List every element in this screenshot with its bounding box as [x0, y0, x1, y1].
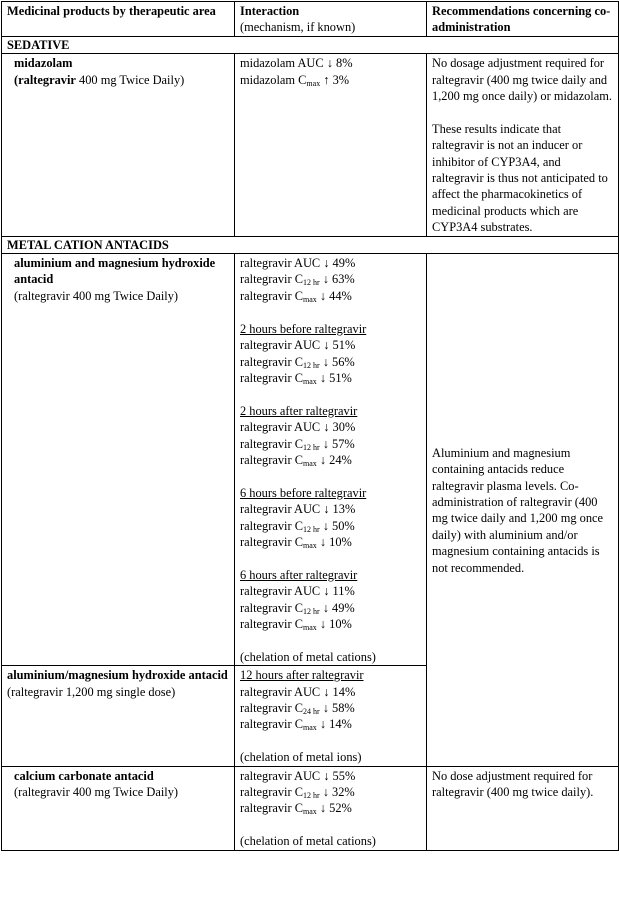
alumag-2h-after-lines	[240, 419, 422, 468]
alumag2-regimen: (raltegravir 1,200 mg single dose)	[7, 684, 176, 699]
midazolam-cmax-label: midazolam C	[240, 72, 307, 87]
midazolam-auc-label: midazolam AUC	[240, 56, 327, 71]
header-col-interaction	[235, 2, 427, 37]
alumag-product-cell	[2, 254, 235, 666]
alumag2-12h-after-title: 12 hours after raltegravir	[240, 668, 364, 683]
interaction-line: raltegravir AUC ↓ 49%	[240, 256, 356, 271]
header-interaction-subtitle: (mechanism, if known)	[240, 20, 356, 35]
calcium-recommendation: No dose adjustment required for raltegravir (400 mg twice daily).	[432, 768, 594, 799]
interaction-line: raltegravir $C_{max}$ ↓ 51%	[240, 370, 352, 386]
midazolam-drug-name: midazolam	[14, 56, 73, 71]
interaction-line: raltegravir $C_{12 hr}$ ↓ 49%	[240, 600, 355, 616]
interaction-line: raltegravir AUC ↓ 14%	[240, 684, 356, 699]
alumag2-lines	[240, 684, 422, 733]
alumag-recommendation: Aluminium and magnesium containing antacids reduce raltegravir plasma levels. Co-administration of raltegravir (400 mg twice daily and 1,200 mg once daily) with aluminium and/or magnesium containing antacids is not recommended.	[432, 445, 604, 575]
section-title-sedative: SEDATIVE	[2, 36, 619, 53]
header-recommendations-text: Recommendations concerning co-administration	[432, 4, 611, 35]
midazolam-auc-value: ↓ 8%	[326, 56, 353, 71]
interaction-line: raltegravir AUC ↓ 30%	[240, 420, 356, 435]
interaction-line: raltegravir $C_{12 hr}$ ↓ 50%	[240, 518, 355, 534]
interaction-table	[1, 1, 619, 851]
calcium-recommendation-cell	[427, 766, 619, 850]
interaction-line: raltegravir $C_{max}$ ↓ 10%	[240, 534, 352, 550]
header-col-products	[2, 2, 235, 37]
interaction-line: raltegravir $C_{12 hr}$ ↓ 57%	[240, 436, 355, 452]
midazolam-recommendation-2: These results indicate that raltegravir is not an inducer or inhibitor of CYP3A4, and raltegravir is thus not anticipated to affect the pharmacokinetics of medicinal products which are CYP3A4 substrates.	[432, 121, 608, 235]
interaction-line: raltegravir AUC ↓ 51%	[240, 338, 356, 353]
calcium-row	[2, 766, 619, 850]
alumag-interaction-cell	[235, 254, 427, 666]
calcium-product-cell	[2, 766, 235, 850]
midazolam-row	[2, 54, 619, 236]
interaction-line: raltegravir $C_{max}$ ↓ 52%	[240, 801, 352, 817]
midazolam-cmax-subscript: max	[306, 78, 321, 88]
alumag2-product-cell	[2, 666, 235, 766]
interaction-line: raltegravir AUC ↓ 55%	[240, 768, 356, 783]
alumag-2h-before-title: 2 hours before raltegravir	[240, 321, 367, 336]
calcium-mechanism: (chelation of metal cations)	[240, 834, 376, 849]
calcium-drug-name: calcium carbonate antacid	[14, 768, 154, 783]
interaction-line: raltegravir $C_{max}$ ↓ 14%	[240, 717, 352, 733]
midazolam-product-cell	[2, 54, 235, 236]
alumag-mechanism: (chelation of metal cations)	[240, 649, 376, 664]
alumag2-drug-name: aluminium/magnesium hydroxide antacid	[7, 668, 228, 683]
section-title-antacids: METAL CATION ANTACIDS	[2, 236, 619, 253]
calcium-regimen: (raltegravir 400 mg Twice Daily)	[14, 784, 179, 799]
midazolam-regimen-bold: (raltegravir	[14, 72, 76, 87]
interaction-line: raltegravir $C_{24 hr}$ ↓ 58%	[240, 700, 355, 716]
midazolam-regimen-rest: 400 mg Twice Daily)	[79, 72, 185, 87]
alumag-drug-name: aluminium and magnesium hydroxide antacid	[14, 256, 216, 287]
interaction-line: raltegravir $C_{max}$ ↓ 24%	[240, 452, 352, 468]
header-row	[2, 2, 619, 37]
calcium-lines	[240, 768, 422, 817]
midazolam-interaction-cell	[235, 54, 427, 236]
alumag2-mechanism: (chelation of metal ions)	[240, 750, 362, 765]
alumag-2h-before-lines	[240, 337, 422, 386]
alumag-regimen: (raltegravir 400 mg Twice Daily)	[14, 288, 179, 303]
alumag2-interaction-cell	[235, 666, 427, 766]
alumag-2h-after-title: 2 hours after raltegravir	[240, 403, 358, 418]
interaction-line: raltegravir $C_{12 hr}$ ↓ 32%	[240, 784, 355, 800]
section-row-antacids	[2, 236, 619, 253]
midazolam-recommendation-cell	[427, 54, 619, 236]
header-col-recommendations	[427, 2, 619, 37]
interaction-line: raltegravir $C_{12 hr}$ ↓ 63%	[240, 272, 355, 288]
midazolam-cmax-value: ↑ 3%	[320, 72, 350, 87]
interaction-line: raltegravir $C_{max}$ ↓ 10%	[240, 616, 352, 632]
header-interaction-title: Interaction	[240, 4, 300, 18]
alumag-row	[2, 254, 619, 666]
alumag-recommendation-cell	[427, 254, 619, 767]
alumag-6h-after-title: 6 hours after raltegravir	[240, 567, 358, 582]
calcium-interaction-cell	[235, 766, 427, 850]
alumag-base-lines	[240, 255, 422, 304]
interaction-line: raltegravir AUC ↓ 13%	[240, 502, 356, 517]
alumag-6h-after-lines	[240, 583, 422, 632]
alumag-6h-before-lines	[240, 501, 422, 550]
header-col-products-text: Medicinal products by therapeutic area	[7, 4, 216, 18]
section-row-sedative	[2, 36, 619, 53]
alumag-6h-before-title: 6 hours before raltegravir	[240, 485, 367, 500]
interaction-line: raltegravir AUC ↓ 11%	[240, 584, 355, 599]
midazolam-recommendation-1: No dosage adjustment required for raltegravir (400 mg twice daily and 1,200 mg once daily) or midazolam.	[432, 56, 612, 104]
interaction-line: raltegravir $C_{12 hr}$ ↓ 56%	[240, 354, 355, 370]
interaction-line: raltegravir $C_{max}$ ↓ 44%	[240, 288, 352, 304]
